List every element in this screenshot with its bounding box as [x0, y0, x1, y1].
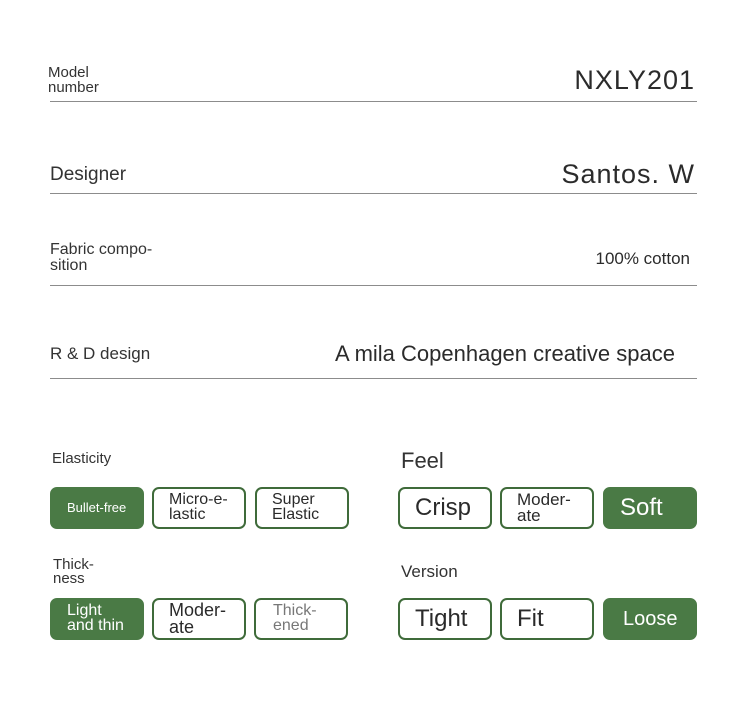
elasticity-option-bullet-free-label: Bullet-free	[67, 500, 127, 516]
thickness-moderate-line-1: Moder-	[169, 600, 227, 621]
fabric-composition-value: 100% cotton	[595, 249, 690, 268]
designer-value: Santos. W	[561, 159, 695, 189]
light-and-thin-line-1: Light	[67, 602, 102, 620]
feel-option-crisp[interactable]	[398, 487, 492, 529]
elasticity-option-super-elastic[interactable]	[255, 487, 349, 529]
version-option-tight-label: Tight	[415, 604, 468, 632]
thickness-title-line-1: Thick-	[53, 556, 94, 573]
version-option-loose-label: Loose	[623, 607, 678, 630]
thickness-option-light-and-thin[interactable]	[50, 598, 144, 640]
model-number-label	[48, 65, 99, 95]
micro-elastic-line-2: lastic	[169, 506, 206, 523]
thickened-line-1: Thick-	[273, 602, 317, 620]
super-elastic-line-2: Elastic	[272, 506, 320, 523]
light-and-thin-line-2: and thin	[67, 617, 124, 634]
super-elastic-line-1: Super	[272, 491, 315, 509]
version-option-fit-label: Fit	[517, 604, 544, 632]
feel-option-soft-label: Soft	[620, 493, 663, 521]
feel-moderate-line-2: ate	[517, 506, 541, 525]
elasticity-option-micro-elastic[interactable]	[152, 487, 246, 529]
fabric-composition-label-line-1: Fabric compo-	[50, 241, 153, 258]
feel-option-crisp-label: Crisp	[415, 493, 472, 521]
thickness-moderate-line-2: ate	[169, 617, 195, 637]
thickness-title-line-2: ness	[53, 569, 85, 587]
version-option-fit[interactable]	[500, 598, 594, 640]
thickness-title	[53, 558, 94, 585]
designer-label: Designer	[50, 164, 127, 185]
version-title: Version	[401, 562, 458, 581]
feel-moderate-line-1: Moder-	[517, 490, 571, 510]
micro-elastic-line-1: Micro-e-	[169, 491, 228, 509]
thickened-line-2: ened	[273, 617, 309, 634]
feel-option-moderate[interactable]	[500, 487, 594, 529]
feel-option-soft[interactable]	[603, 487, 697, 529]
version-option-loose[interactable]	[603, 598, 697, 640]
thickness-option-moderate[interactable]	[152, 598, 246, 640]
spec-row-designer	[50, 155, 697, 194]
model-number-label-line-1: Model	[48, 64, 89, 81]
elasticity-title: Elasticity	[52, 450, 112, 467]
fabric-composition-label-line-2: sition	[50, 257, 88, 274]
fabric-composition-label	[50, 242, 152, 274]
elasticity-option-bullet-free[interactable]	[50, 487, 144, 529]
rd-design-value: A mila Copenhagen creative space	[335, 341, 675, 366]
model-number-label-line-2: number	[48, 79, 99, 96]
spec-row-model-number	[50, 62, 697, 102]
spec-row-rd-design	[50, 338, 697, 379]
spec-row-fabric-composition	[50, 240, 697, 286]
model-number-value: NXLY201	[574, 65, 695, 95]
rd-design-label: R & D design	[50, 344, 151, 363]
feel-title: Feel	[401, 448, 444, 473]
thickness-option-thickened[interactable]	[254, 598, 348, 640]
version-option-tight[interactable]	[398, 598, 492, 640]
